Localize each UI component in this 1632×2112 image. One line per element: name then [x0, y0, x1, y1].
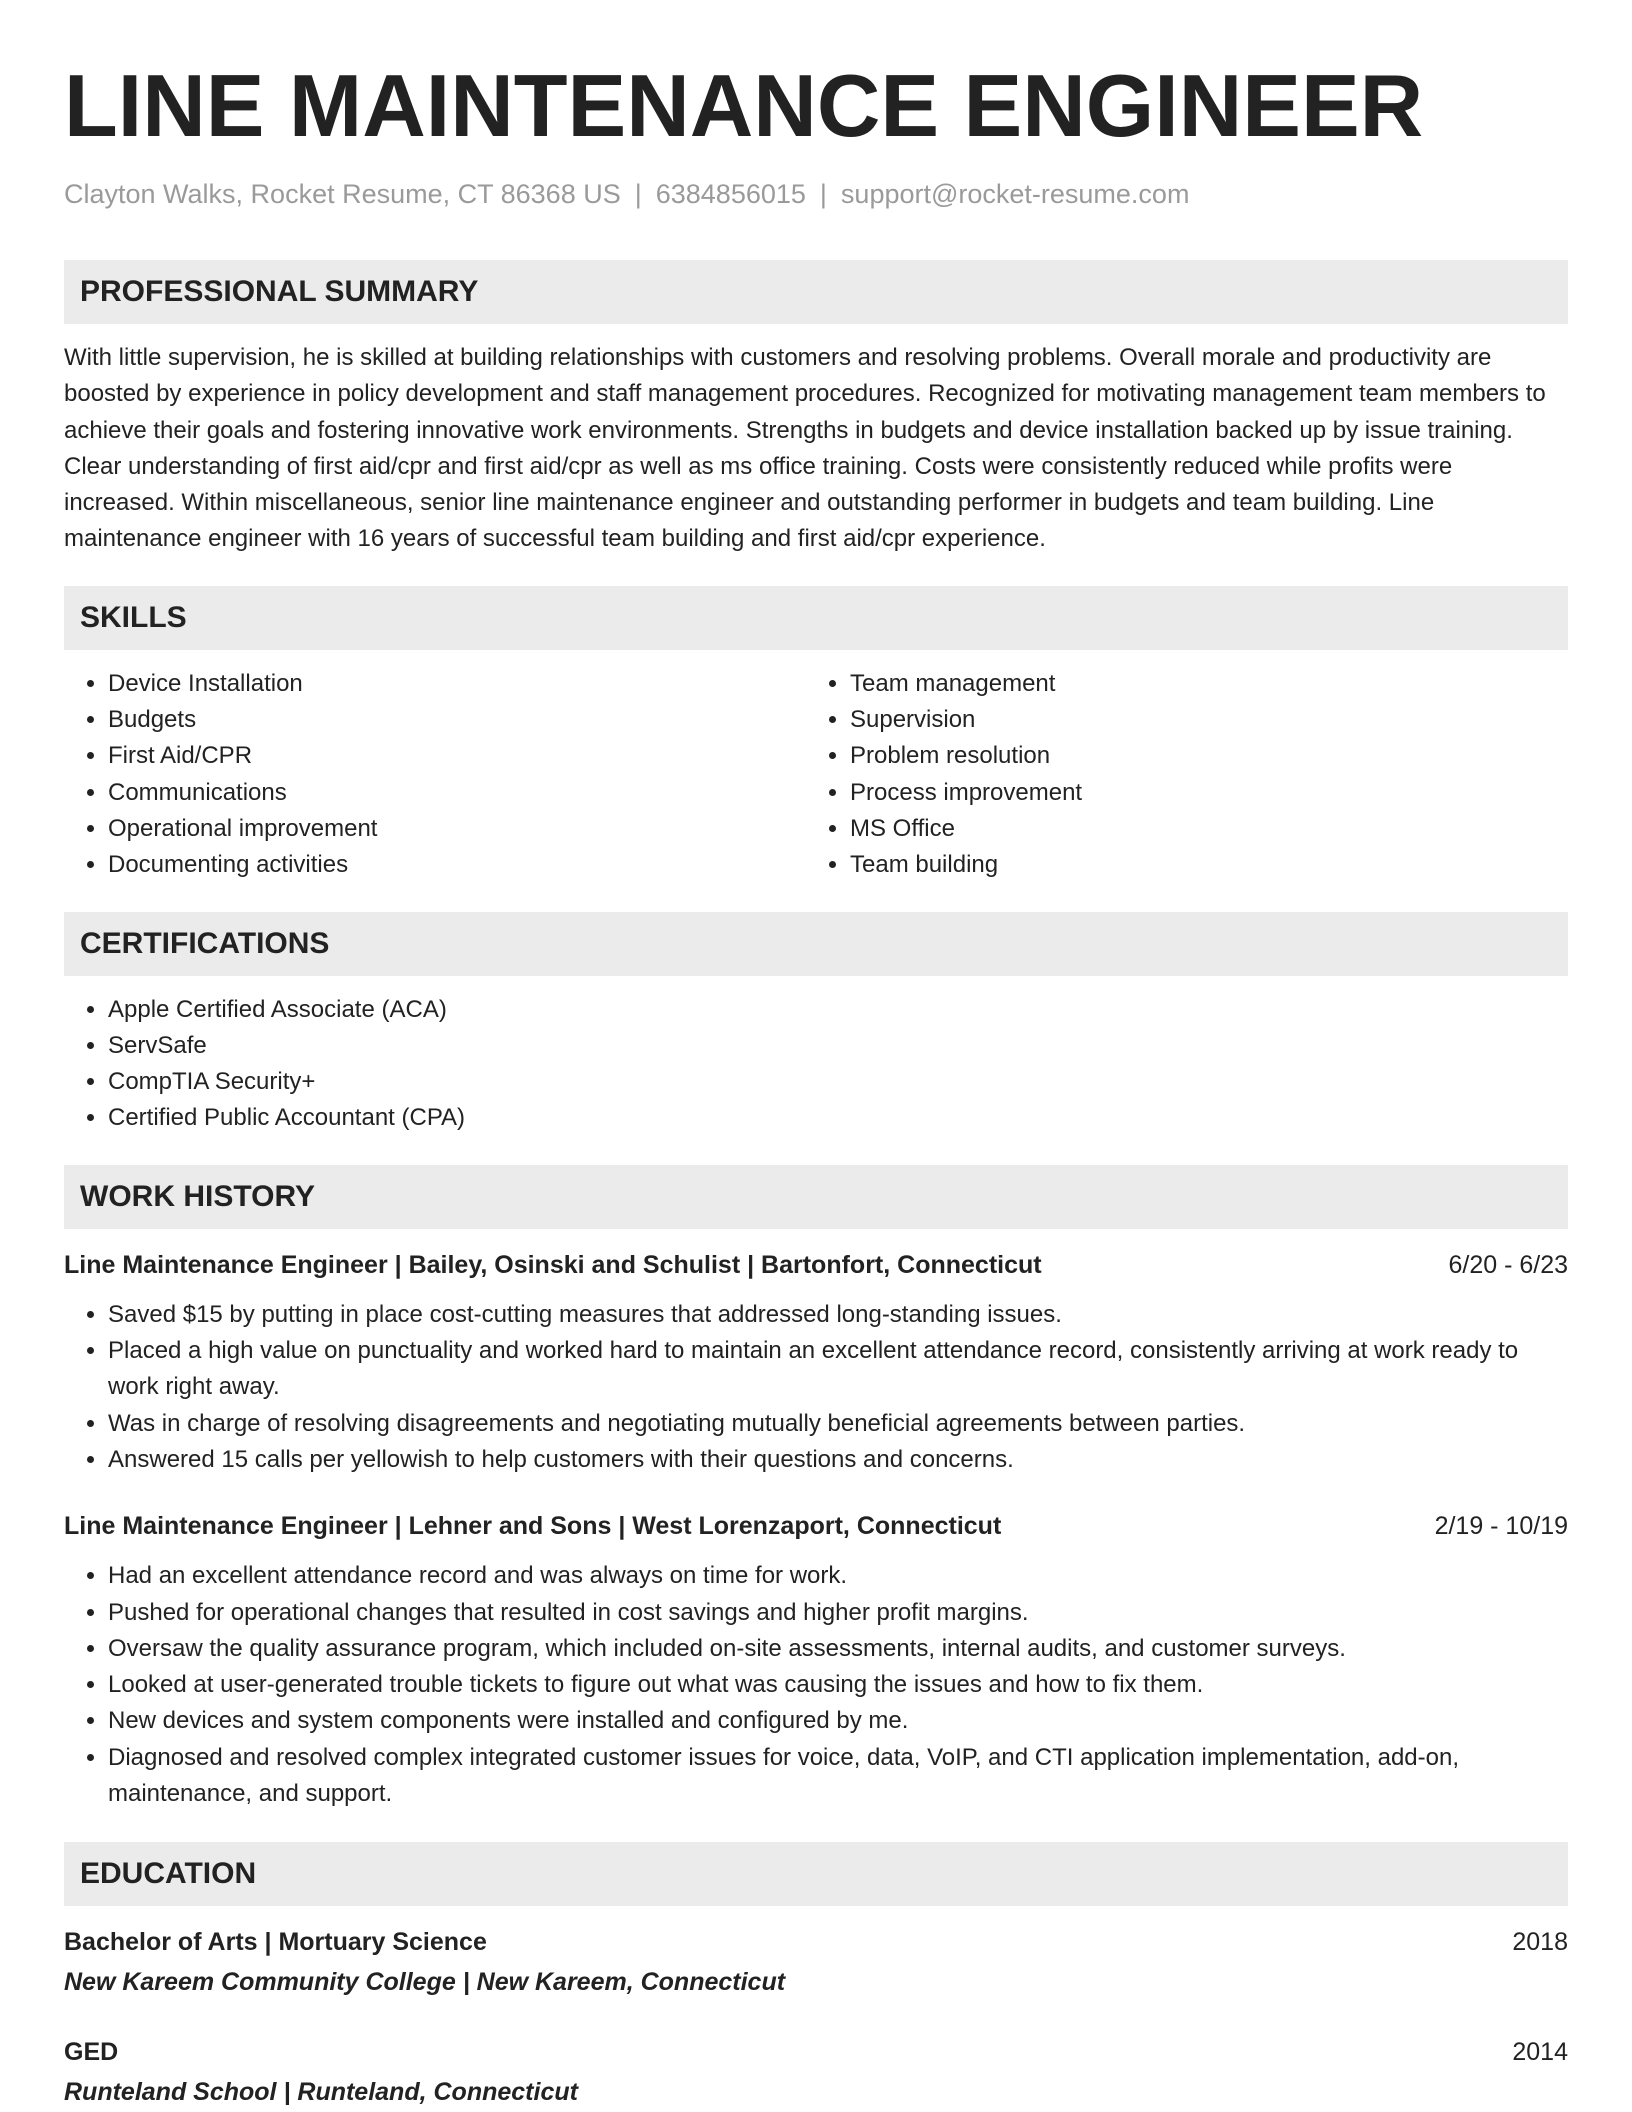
job-bullets — [64, 1558, 1568, 1812]
job-bullets — [64, 1297, 1568, 1478]
list-item: • Answered 15 calls per yellowish to help customers with their questions and concerns. — [108, 1442, 1568, 1478]
list-item: • Problem resolution — [850, 738, 1548, 774]
education-entry — [64, 1924, 1568, 2000]
education-year: 2018 — [1512, 1928, 1568, 1957]
list-item: • Looked at user-generated trouble tickets to figure out what was causing the issues and how to fix them. — [108, 1667, 1568, 1703]
job-header — [64, 1247, 1568, 1283]
job-dates: 2/19 - 10/19 — [1434, 1512, 1568, 1541]
list-item: • Device Installation — [108, 666, 806, 702]
list-item: • First Aid/CPR — [108, 738, 806, 774]
skills-column-left — [64, 666, 806, 884]
list-item: • Supervision — [850, 702, 1548, 738]
section-header-education: EDUCATION — [64, 1842, 1568, 1906]
education-school: Runteland School | Runteland, Connecticut — [64, 2078, 578, 2107]
education-degree: Bachelor of Arts | Mortuary Science — [64, 1928, 487, 1957]
resume-title: LINE MAINTENANCE ENGINEER — [64, 56, 1424, 155]
education-degree: GED — [64, 2038, 119, 2067]
skills-list-left — [64, 666, 806, 884]
job-dates: 6/20 - 6/23 — [1448, 1250, 1568, 1279]
list-item: • ServSafe — [108, 1028, 1568, 1064]
contact-phone: 6384856015 — [655, 179, 806, 209]
summary-text: With little supervision, he is skilled at building relationships with customers and resolving problems. Overall morale and productivity are boosted by experience in policy development and staff management procedures. Recognized for motivating management team members to achieve their goals and fostering innovative work environments. Strengths in budgets and device installation backed up by issue training. Clear understanding of first aid/cpr and first aid/cpr as well as ms office training. Costs were consistently reduced while profits were increased. Within miscellaneous, senior line maintenance engineer and outstanding performer in budgets and team building. Line maintenance engineer with 16 years of successful team building and first aid/cpr experience. — [64, 344, 1546, 553]
section-header-work-history: WORK HISTORY — [64, 1165, 1568, 1229]
list-item: • Operational improvement — [108, 811, 806, 847]
list-item: • Pushed for operational changes that resulted in cost savings and higher profit margins. — [108, 1595, 1568, 1631]
skills-column-right — [806, 666, 1548, 884]
job-entry — [64, 1508, 1568, 1812]
list-item: • Apple Certified Associate (ACA) — [108, 992, 1568, 1028]
section-header-skills: SKILLS — [64, 586, 1568, 650]
contact-line — [64, 176, 1568, 212]
job-title: Line Maintenance Engineer | Bailey, Osinski and Schulist | Bartonfort, Connecticut — [64, 1250, 1042, 1279]
list-item: • Certified Public Accountant (CPA) — [108, 1100, 1568, 1136]
job-entry — [64, 1247, 1568, 1478]
list-item: • Budgets — [108, 702, 806, 738]
list-item: • Team management — [850, 666, 1548, 702]
skills-list-right — [806, 666, 1548, 884]
job-header — [64, 1508, 1568, 1544]
contact-email[interactable]: support@rocket-resume.com — [840, 179, 1190, 209]
list-item: • Documenting activities — [108, 847, 806, 883]
list-item: • Communications — [108, 775, 806, 811]
list-item: • Process improvement — [850, 775, 1548, 811]
section-header-summary: PROFESSIONAL SUMMARY — [64, 260, 1568, 324]
contact-separator: | — [634, 179, 642, 209]
education-entry — [64, 2034, 1568, 2110]
list-item: • New devices and system components were installed and configured by me. — [108, 1703, 1568, 1739]
skills-columns — [64, 666, 1568, 884]
contact-address: Clayton Walks, Rocket Resume, CT 86368 US — [64, 179, 621, 209]
certifications-block — [64, 992, 1568, 1137]
list-item: • Was in charge of resolving disagreements and negotiating mutually beneficial agreements between parties. — [108, 1406, 1568, 1442]
list-item: • CompTIA Security+ — [108, 1064, 1568, 1100]
list-item: • Team building — [850, 847, 1548, 883]
list-item: • MS Office — [850, 811, 1548, 847]
list-item: • Placed a high value on punctuality and worked hard to maintain an excellent attendance record, consistently arriving at work ready to work right away. — [108, 1333, 1568, 1406]
job-title: Line Maintenance Engineer | Lehner and Sons | West Lorenzaport, Connecticut — [64, 1512, 1002, 1541]
contact-separator: | — [819, 179, 827, 209]
education-header — [64, 1924, 1568, 1960]
certifications-list — [64, 992, 1568, 1137]
section-header-certifications: CERTIFICATIONS — [64, 912, 1568, 976]
education-header — [64, 2034, 1568, 2070]
list-item: • Oversaw the quality assurance program, which included on-site assessments, internal audits, and customer surveys. — [108, 1631, 1568, 1667]
list-item: • Diagnosed and resolved complex integrated customer issues for voice, data, VoIP, and CTI application implementation, add-on, maintenance, and support. — [108, 1740, 1568, 1813]
list-item: • Saved $15 by putting in place cost-cutting measures that addressed long-standing issues. — [108, 1297, 1568, 1333]
education-school: New Kareem Community College | New Kareem, Connecticut — [64, 1968, 786, 1997]
education-year: 2014 — [1512, 2038, 1568, 2067]
list-item: • Had an excellent attendance record and was always on time for work. — [108, 1558, 1568, 1594]
